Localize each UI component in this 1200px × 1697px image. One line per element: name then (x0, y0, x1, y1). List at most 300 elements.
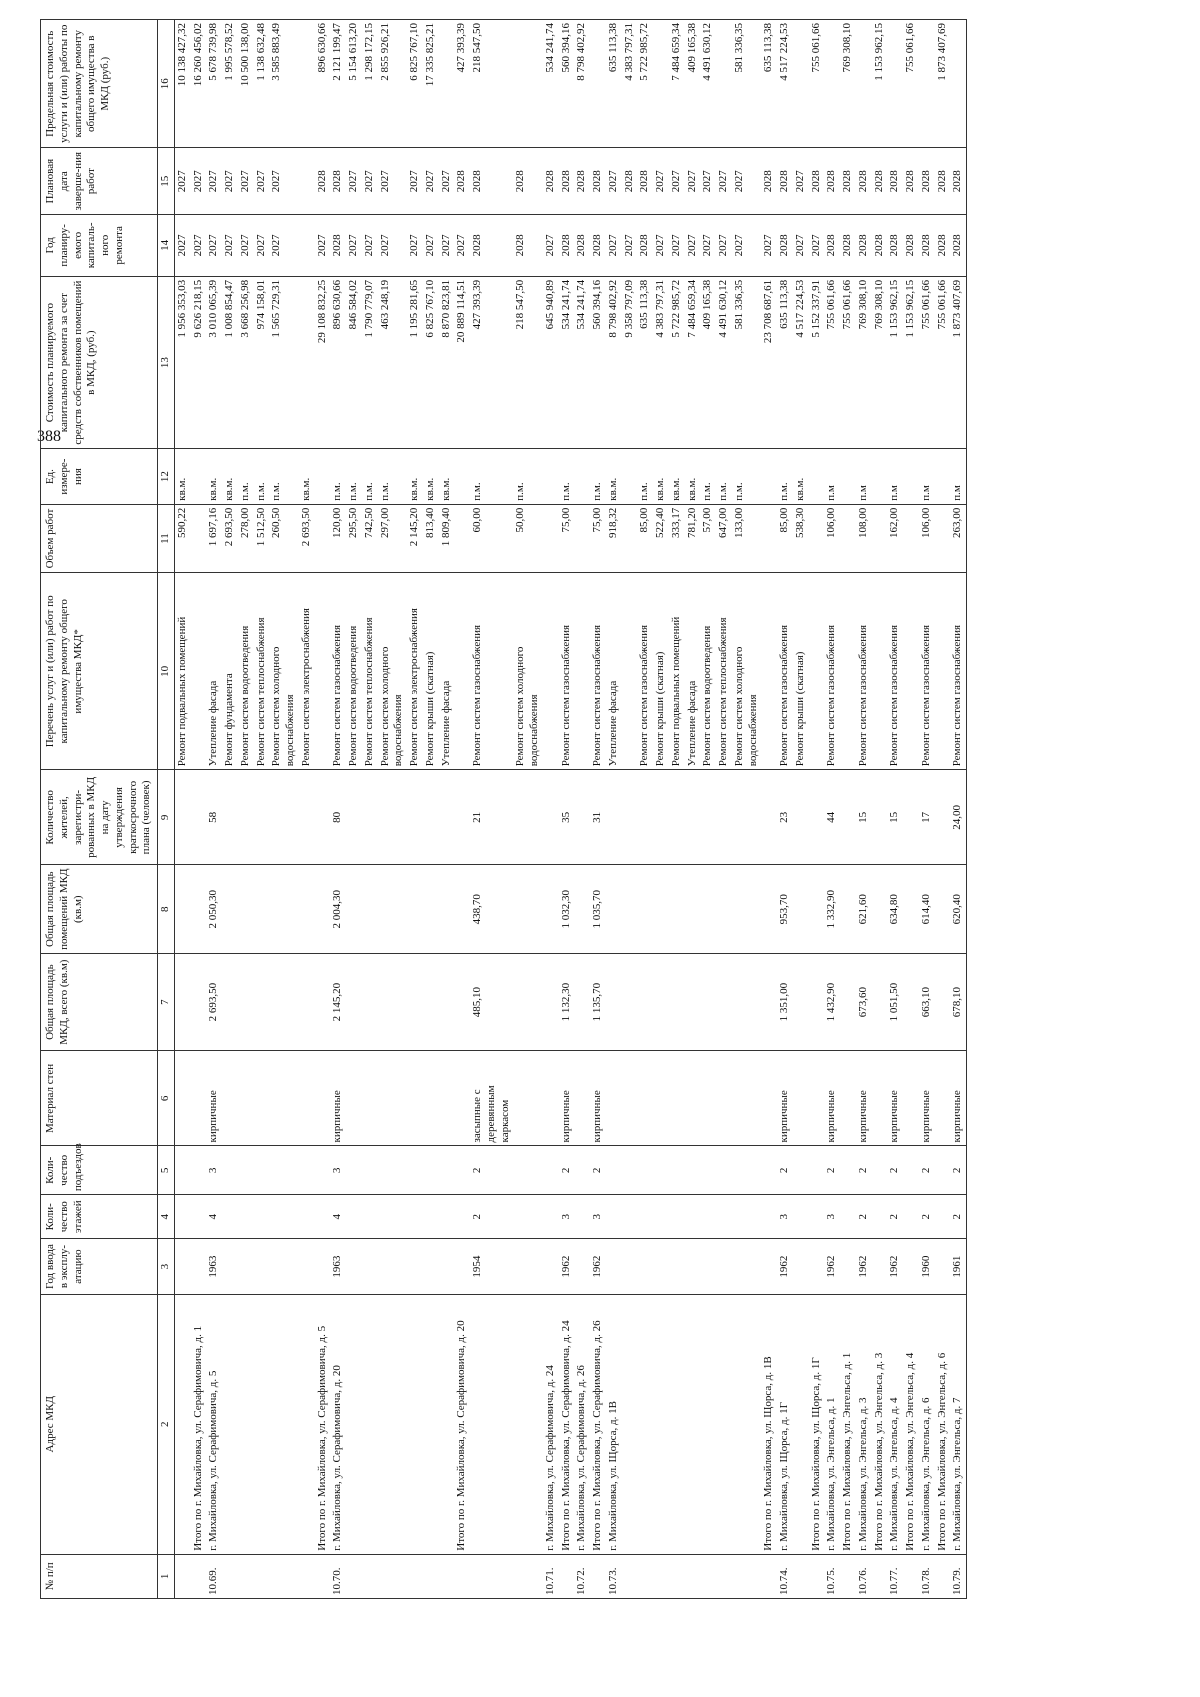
total-area-cell (700, 953, 716, 1050)
planned-date-cell: 2028 (919, 148, 935, 214)
table-row (439, 20, 455, 1599)
limit-cost-cell: 896 630,66 (315, 20, 331, 148)
address-cell (700, 1294, 716, 1554)
column-number: 6 (158, 1051, 175, 1146)
planned-year-cell: 2028 (872, 214, 888, 276)
year-cell (254, 1239, 270, 1294)
row-number (238, 1554, 254, 1598)
address-cell: Итого по г. Михайловка, ул. Энгельса, д. 6 (935, 1294, 951, 1554)
floors-cell (935, 1195, 951, 1239)
wall-material-cell (254, 1051, 270, 1146)
year-cell (700, 1239, 716, 1294)
volume-cell: 106,00 (824, 504, 840, 573)
year-cell (761, 1239, 777, 1294)
year-cell (685, 1239, 701, 1294)
planned-date-cell: 2027 (238, 148, 254, 214)
residents-cell (254, 770, 270, 865)
row-number (622, 1554, 638, 1598)
address-cell (407, 1294, 423, 1554)
column-header: Общая площадь МКД, всего (кв.м) (41, 953, 158, 1050)
total-area-cell (653, 953, 669, 1050)
residents-cell (513, 770, 543, 865)
limit-cost-cell: 1 298 172,15 (362, 20, 378, 148)
wall-material-cell (574, 1051, 590, 1146)
premises-area-cell (716, 865, 732, 954)
address-cell: Итого по г. Михайловка, ул. Серафимовича, д. 5 (315, 1294, 331, 1554)
premises-area-cell (903, 865, 919, 954)
wall-material-cell (191, 1051, 207, 1146)
wall-material-cell: кирпичные (856, 1051, 872, 1146)
wall-material-cell (315, 1051, 331, 1146)
header-numbers-row (158, 20, 175, 1599)
entrances-cell: 2 (824, 1146, 840, 1195)
wall-material-cell (840, 1051, 856, 1146)
year-cell (454, 1239, 470, 1294)
unit-cell (315, 449, 331, 504)
cost-cell: 635 113,38 (637, 276, 653, 449)
year-cell (299, 1239, 315, 1294)
table-row (637, 20, 653, 1599)
table-row (346, 20, 362, 1599)
entrances-cell (809, 1146, 825, 1195)
total-area-cell: 673,60 (856, 953, 872, 1050)
volume-cell (574, 504, 590, 573)
residents-cell (935, 770, 951, 865)
row-number (840, 1554, 856, 1598)
work-type-cell: Утепление фасада (685, 573, 701, 770)
row-number (716, 1554, 732, 1598)
planned-date-cell: 2027 (191, 148, 207, 214)
work-type-cell (840, 573, 856, 770)
table-row (685, 20, 701, 1599)
limit-cost-cell: 5 154 613,20 (346, 20, 362, 148)
planned-date-cell: 2027 (732, 148, 762, 214)
table-row (330, 20, 346, 1599)
planned-date-cell: 2028 (872, 148, 888, 214)
total-area-cell: 1 051,50 (887, 953, 903, 1050)
wall-material-cell (378, 1051, 408, 1146)
unit-cell: кв.м. (606, 449, 622, 504)
volume-cell: 260,50 (269, 504, 299, 573)
row-number (637, 1554, 653, 1598)
volume-cell (191, 504, 207, 573)
unit-cell: п.м. (362, 449, 378, 504)
year-cell: 1962 (559, 1239, 575, 1294)
residents-cell: 80 (330, 770, 346, 865)
unit-cell (574, 449, 590, 504)
cost-cell: 1 790 779,07 (362, 276, 378, 449)
work-type-cell: Ремонт систем водоотведения (238, 573, 254, 770)
wall-material-cell: засыпные с деревянным каркасом (470, 1051, 513, 1146)
table-row (777, 20, 793, 1599)
entrances-cell (454, 1146, 470, 1195)
limit-cost-cell: 560 394,16 (559, 20, 575, 148)
address-cell: г. Михайловка, ул. Щорса, д. 1В (606, 1294, 622, 1554)
row-number (423, 1554, 439, 1598)
table-row (378, 20, 408, 1599)
entrances-cell: 2 (777, 1146, 793, 1195)
planned-year-cell: 2027 (362, 214, 378, 276)
unit-cell (622, 449, 638, 504)
row-number: 10.70. (330, 1554, 346, 1598)
column-number: 7 (158, 953, 175, 1050)
planned-year-cell: 2028 (777, 214, 793, 276)
wall-material-cell (793, 1051, 809, 1146)
entrances-cell: 2 (950, 1146, 966, 1195)
planned-year-cell: 2028 (590, 214, 606, 276)
total-area-cell (378, 953, 408, 1050)
address-cell: Итого по г. Михайловка, ул. Энгельса, д. 3 (872, 1294, 888, 1554)
floors-cell: 3 (777, 1195, 793, 1239)
table-row (191, 20, 207, 1599)
volume-cell: 1 512,50 (254, 504, 270, 573)
planned-date-cell: 2028 (824, 148, 840, 214)
cost-cell: 1 565 729,31 (269, 276, 299, 449)
volume-cell: 813,40 (423, 504, 439, 573)
volume-cell: 2 145,20 (407, 504, 423, 573)
column-header: Год планиру-емого капиталь-ного ремонта (41, 214, 158, 276)
floors-cell (732, 1195, 762, 1239)
row-number: 10.76. (856, 1554, 872, 1598)
row-number: 10.74. (777, 1554, 793, 1598)
table-row (840, 20, 856, 1599)
work-type-cell: Ремонт крыши (скатная) (423, 573, 439, 770)
entrances-cell (653, 1146, 669, 1195)
address-cell: Итого по г. Михайловка, ул. Энгельса, д. 4 (903, 1294, 919, 1554)
row-number (761, 1554, 777, 1598)
year-cell (378, 1239, 408, 1294)
residents-cell (407, 770, 423, 865)
entrances-cell (222, 1146, 238, 1195)
work-type-cell: Ремонт систем газоснабжения (919, 573, 935, 770)
premises-area-cell (574, 865, 590, 954)
work-type-cell: Ремонт систем газоснабжения (856, 573, 872, 770)
premises-area-cell (439, 865, 455, 954)
table-row (222, 20, 238, 1599)
year-cell (669, 1239, 685, 1294)
residents-cell (637, 770, 653, 865)
address-cell: г. Михайловка, ул. Щорса, д. 1Г (777, 1294, 793, 1554)
limit-cost-cell: 10 138 427,32 (174, 20, 190, 148)
residents-cell (238, 770, 254, 865)
limit-cost-cell (590, 20, 606, 148)
planned-date-cell: 2027 (793, 148, 809, 214)
planned-date-cell: 2028 (454, 148, 470, 214)
unit-cell: п.м (919, 449, 935, 504)
entrances-cell (606, 1146, 622, 1195)
cost-cell: 1 153 962,15 (887, 276, 903, 449)
column-header: Ед. измере-ния (41, 449, 158, 504)
unit-cell: кв.м. (439, 449, 455, 504)
unit-cell: п.м. (590, 449, 606, 504)
planned-year-cell: 2027 (174, 214, 190, 276)
address-cell (669, 1294, 685, 1554)
table-row (238, 20, 254, 1599)
residents-cell: 17 (919, 770, 935, 865)
residents-cell: 58 (206, 770, 222, 865)
cost-cell: 5 152 337,91 (809, 276, 825, 449)
wall-material-cell (716, 1051, 732, 1146)
total-area-cell (574, 953, 590, 1050)
row-number: 10.78. (919, 1554, 935, 1598)
residents-cell (454, 770, 470, 865)
column-number: 8 (158, 865, 175, 954)
planned-date-cell: 2028 (574, 148, 590, 214)
residents-cell (840, 770, 856, 865)
wall-material-cell (622, 1051, 638, 1146)
planned-year-cell: 2028 (903, 214, 919, 276)
address-cell (238, 1294, 254, 1554)
entrances-cell (793, 1146, 809, 1195)
premises-area-cell (299, 865, 315, 954)
residents-cell (685, 770, 701, 865)
address-cell: г. Михайловка, ул. Энгельса, д. 7 (950, 1294, 966, 1554)
volume-cell (840, 504, 856, 573)
table-row (543, 20, 559, 1599)
total-area-cell (191, 953, 207, 1050)
planned-year-cell: 2027 (543, 214, 559, 276)
cost-cell: 463 248,19 (378, 276, 408, 449)
floors-cell: 2 (856, 1195, 872, 1239)
floors-cell (299, 1195, 315, 1239)
volume-cell (935, 504, 951, 573)
work-type-cell: Ремонт систем газоснабжения (637, 573, 653, 770)
address-cell: г. Михайловка, ул. Энгельса, д. 1 (824, 1294, 840, 1554)
cost-cell: 9 358 797,09 (622, 276, 638, 449)
wall-material-cell (872, 1051, 888, 1146)
planned-year-cell: 2027 (454, 214, 470, 276)
wall-material-cell: кирпичные (919, 1051, 935, 1146)
volume-cell: 120,00 (330, 504, 346, 573)
year-cell (732, 1239, 762, 1294)
entrances-cell (685, 1146, 701, 1195)
premises-area-cell (872, 865, 888, 954)
year-cell (513, 1239, 543, 1294)
floors-cell (606, 1195, 622, 1239)
wall-material-cell (761, 1051, 777, 1146)
year-cell (903, 1239, 919, 1294)
work-type-cell: Ремонт подвальных помещений (669, 573, 685, 770)
floors-cell (407, 1195, 423, 1239)
unit-cell: п.м. (346, 449, 362, 504)
year-cell (238, 1239, 254, 1294)
total-area-cell (669, 953, 685, 1050)
entrances-cell: 3 (206, 1146, 222, 1195)
table-row (887, 20, 903, 1599)
unit-cell: кв.м. (793, 449, 809, 504)
address-cell (637, 1294, 653, 1554)
cost-cell: 5 722 985,72 (669, 276, 685, 449)
floors-cell: 2 (950, 1195, 966, 1239)
column-number: 11 (158, 504, 175, 573)
wall-material-cell: кирпичные (330, 1051, 346, 1146)
work-type-cell: Ремонт систем газоснабжения (887, 573, 903, 770)
premises-area-cell (653, 865, 669, 954)
work-type-cell (935, 573, 951, 770)
premises-area-cell: 1 332,90 (824, 865, 840, 954)
limit-cost-cell: 755 061,66 (903, 20, 919, 148)
volume-cell (903, 504, 919, 573)
cost-cell: 755 061,66 (935, 276, 951, 449)
work-type-cell (872, 573, 888, 770)
floors-cell (809, 1195, 825, 1239)
volume-cell: 918,32 (606, 504, 622, 573)
address-cell (423, 1294, 439, 1554)
entrances-cell (315, 1146, 331, 1195)
planned-year-cell: 2028 (559, 214, 575, 276)
cost-cell: 1 873 407,69 (950, 276, 966, 449)
year-cell (407, 1239, 423, 1294)
floors-cell (513, 1195, 543, 1239)
year-cell (809, 1239, 825, 1294)
total-area-cell: 1 135,70 (590, 953, 606, 1050)
floors-cell (903, 1195, 919, 1239)
premises-area-cell (637, 865, 653, 954)
volume-cell: 1 697,16 (206, 504, 222, 573)
premises-area-cell (378, 865, 408, 954)
planned-year-cell: 2028 (919, 214, 935, 276)
column-header: Общая площадь помещений МКД (кв.м) (41, 865, 158, 954)
unit-cell: п.м. (330, 449, 346, 504)
unit-cell: кв.м. (423, 449, 439, 504)
entrances-cell: 2 (590, 1146, 606, 1195)
wall-material-cell (700, 1051, 716, 1146)
column-number: 5 (158, 1146, 175, 1195)
premises-area-cell (935, 865, 951, 954)
planned-date-cell: 2028 (513, 148, 543, 214)
residents-cell: 24,00 (950, 770, 966, 865)
planned-date-cell: 2028 (470, 148, 513, 214)
year-cell (439, 1239, 455, 1294)
floors-cell: 4 (206, 1195, 222, 1239)
unit-cell (840, 449, 856, 504)
wall-material-cell (669, 1051, 685, 1146)
limit-cost-cell: 635 113,38 (761, 20, 777, 148)
planned-date-cell: 2028 (809, 148, 825, 214)
total-area-cell (809, 953, 825, 1050)
volume-cell: 75,00 (590, 504, 606, 573)
volume-cell (454, 504, 470, 573)
work-type-cell (315, 573, 331, 770)
row-number: 10.77. (887, 1554, 903, 1598)
planned-date-cell (299, 148, 315, 214)
planned-year-cell: 2028 (574, 214, 590, 276)
floors-cell (423, 1195, 439, 1239)
total-area-cell (840, 953, 856, 1050)
volume-cell (543, 504, 559, 573)
table-row (919, 20, 935, 1599)
premises-area-cell (809, 865, 825, 954)
floors-cell (872, 1195, 888, 1239)
cost-cell: 6 825 767,10 (423, 276, 439, 449)
entrances-cell (716, 1146, 732, 1195)
planned-date-cell: 2027 (685, 148, 701, 214)
work-type-cell: Ремонт систем водоотведения (346, 573, 362, 770)
premises-area-cell (669, 865, 685, 954)
row-number (222, 1554, 238, 1598)
row-number: 10.73. (606, 1554, 622, 1598)
planned-year-cell: 2027 (238, 214, 254, 276)
entrances-cell (362, 1146, 378, 1195)
volume-cell: 133,00 (732, 504, 762, 573)
total-area-cell (716, 953, 732, 1050)
wall-material-cell (439, 1051, 455, 1146)
row-number: 10.75. (824, 1554, 840, 1598)
planned-date-cell: 2028 (950, 148, 966, 214)
planned-date-cell: 2028 (559, 148, 575, 214)
residents-cell (269, 770, 299, 865)
planned-date-cell: 2028 (761, 148, 777, 214)
unit-cell: п.м. (254, 449, 270, 504)
planned-date-cell: 2027 (700, 148, 716, 214)
cost-cell: 1 153 962,15 (903, 276, 919, 449)
planned-date-cell: 2027 (439, 148, 455, 214)
planned-date-cell: 2028 (590, 148, 606, 214)
header-labels-row (41, 20, 158, 1599)
address-cell (685, 1294, 701, 1554)
cost-cell: 9 626 218,15 (191, 276, 207, 449)
table-row (622, 20, 638, 1599)
floors-cell (793, 1195, 809, 1239)
unit-cell: кв.м. (653, 449, 669, 504)
year-cell (346, 1239, 362, 1294)
unit-cell: кв.м. (669, 449, 685, 504)
wall-material-cell: кирпичные (206, 1051, 222, 1146)
work-type-cell (622, 573, 638, 770)
table-body (174, 20, 966, 1599)
premises-area-cell (254, 865, 270, 954)
planned-date-cell: 2027 (174, 148, 190, 214)
premises-area-cell: 953,70 (777, 865, 793, 954)
work-type-cell (903, 573, 919, 770)
row-number (378, 1554, 408, 1598)
floors-cell (238, 1195, 254, 1239)
column-number: 15 (158, 148, 175, 214)
table-row (856, 20, 872, 1599)
column-number: 10 (158, 573, 175, 770)
work-type-cell: Ремонт систем газоснабжения (470, 573, 513, 770)
residents-cell (716, 770, 732, 865)
planned-year-cell: 2027 (732, 214, 762, 276)
table-row (254, 20, 270, 1599)
table-row (935, 20, 951, 1599)
limit-cost-cell: 2 121 199,47 (330, 20, 346, 148)
unit-cell: п.м. (269, 449, 299, 504)
row-number (362, 1554, 378, 1598)
planned-date-cell: 2027 (222, 148, 238, 214)
unit-cell: п.м (824, 449, 840, 504)
cost-cell: 769 308,10 (856, 276, 872, 449)
limit-cost-cell: 4 383 797,31 (622, 20, 638, 148)
premises-area-cell (543, 865, 559, 954)
premises-area-cell: 1 032,30 (559, 865, 575, 954)
planned-year-cell: 2027 (315, 214, 331, 276)
address-cell (716, 1294, 732, 1554)
address-cell: г. Михайловка, ул. Серафимовича, д. 24 (543, 1294, 559, 1554)
work-type-cell (574, 573, 590, 770)
cost-cell: 3 010 065,39 (206, 276, 222, 449)
unit-cell: п.м. (559, 449, 575, 504)
wall-material-cell (407, 1051, 423, 1146)
volume-cell: 50,00 (513, 504, 543, 573)
unit-cell: кв.м. (685, 449, 701, 504)
planned-year-cell: 2027 (761, 214, 777, 276)
cost-cell: 29 108 832,25 (315, 276, 331, 449)
work-type-cell: Утепление фасада (439, 573, 455, 770)
column-header: Плановая дата заверше-ния работ (41, 148, 158, 214)
column-header: Коли-чество подъездов (41, 1146, 158, 1195)
unit-cell: кв.м. (206, 449, 222, 504)
